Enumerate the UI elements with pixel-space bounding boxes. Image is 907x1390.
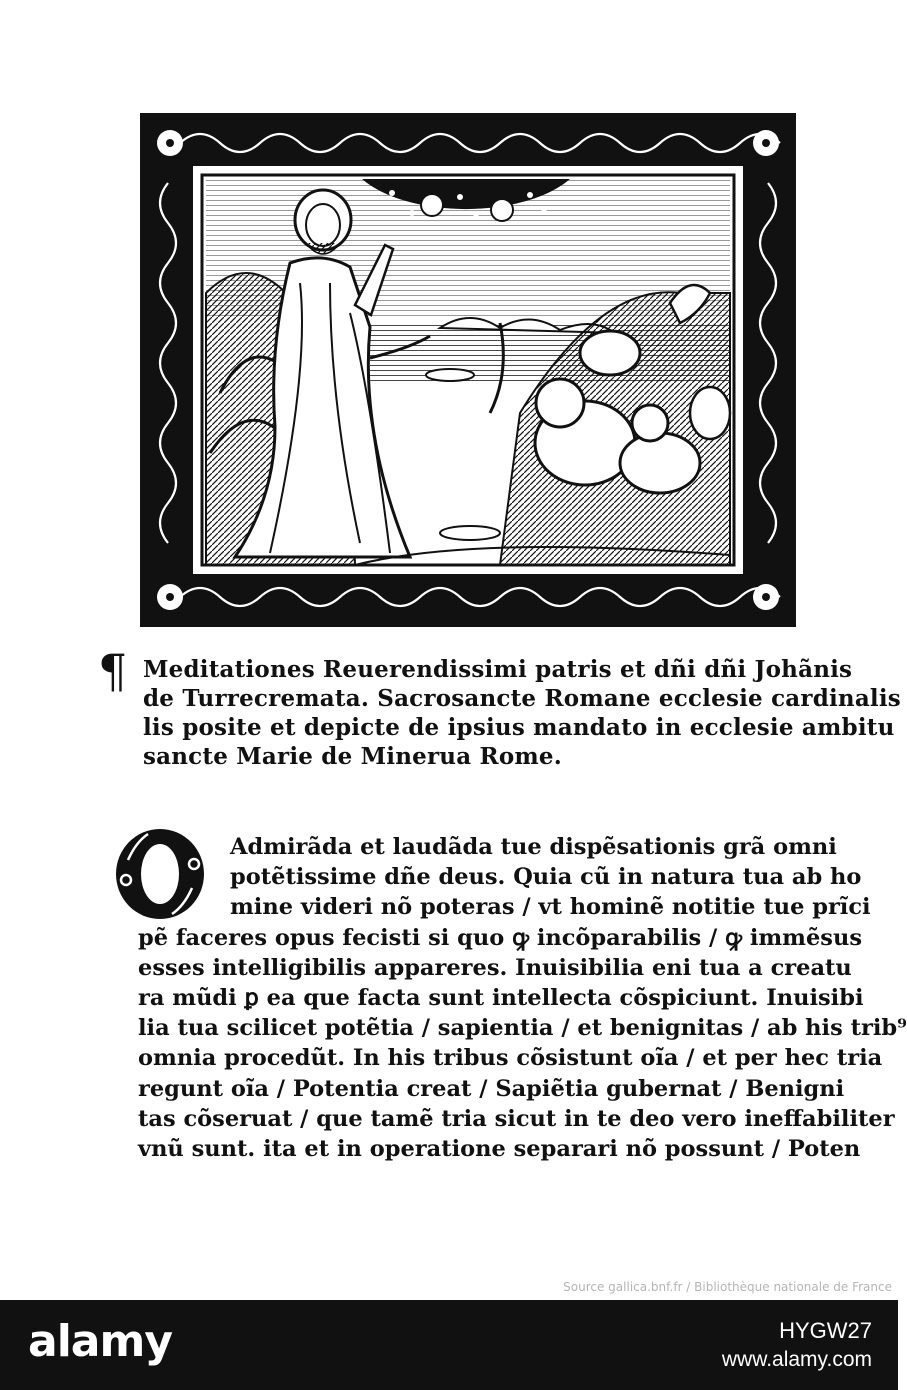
- caption-heading: [143, 655, 901, 771]
- text-line: omnia procedũt. In his tribus cõsistunt oĩa / et per hec tria: [138, 1045, 883, 1072]
- site-url[interactable]: www.alamy.com: [721, 1348, 872, 1371]
- text-line: potẽtissime dñe deus. Quia cũ in natura tua ab ho: [230, 864, 862, 891]
- text-line: mine videri nõ poteras / vt hominẽ notitie tue prĩci: [230, 894, 871, 921]
- meditation-body-text: [138, 832, 907, 1164]
- text-line: pẽ faceres opus fecisti si quo ꝙ incõparabilis / ꝙ immẽsus: [138, 924, 863, 951]
- text-line: lia tua scilicet potẽtia / sapientia / et benignitas / ab his trib⁹: [138, 1015, 907, 1042]
- pilcrow-mark: ¶: [98, 644, 128, 698]
- text-line: esses intelligibilis appareres. Inuisibilia eni tua a creatu: [138, 954, 852, 981]
- source-credit: Source gallica.bnf.fr / Bibliothèque nationale de France: [563, 1280, 892, 1294]
- text-line: tas cõseruat / que tamẽ tria sicut in te deo vero ineffabiliter: [138, 1105, 895, 1132]
- caption-line: lis posite et depicte de ipsius mandato in ecclesie ambitu: [143, 714, 895, 741]
- text-line: Admirãda et laudãda tue dispẽsationis grã omni: [230, 834, 837, 860]
- caption-line: Meditationes Reuerendissimi patris et dñi dñi Johãnis: [143, 656, 853, 683]
- text-line: vnũ sunt. ita et in operatione separari nõ possunt / Poten: [138, 1136, 861, 1163]
- text-line: regunt oĩa / Potentia creat / Sapiẽtia gubernat / Benigni: [138, 1075, 845, 1102]
- caption-line: de Turrecremata. Sacrosancte Romane ecclesie cardinalis: [143, 685, 901, 712]
- brand-logo: alamy: [28, 1316, 172, 1367]
- creation-woodcut-illustration: [140, 113, 796, 627]
- image-id: HYGW27: [779, 1318, 872, 1343]
- text-line: ra mũdi ꝑ ea que facta sunt intellecta cõspiciunt. Inuisibi: [138, 985, 864, 1012]
- caption-line: sancte Marie de Minerua Rome.: [143, 743, 562, 770]
